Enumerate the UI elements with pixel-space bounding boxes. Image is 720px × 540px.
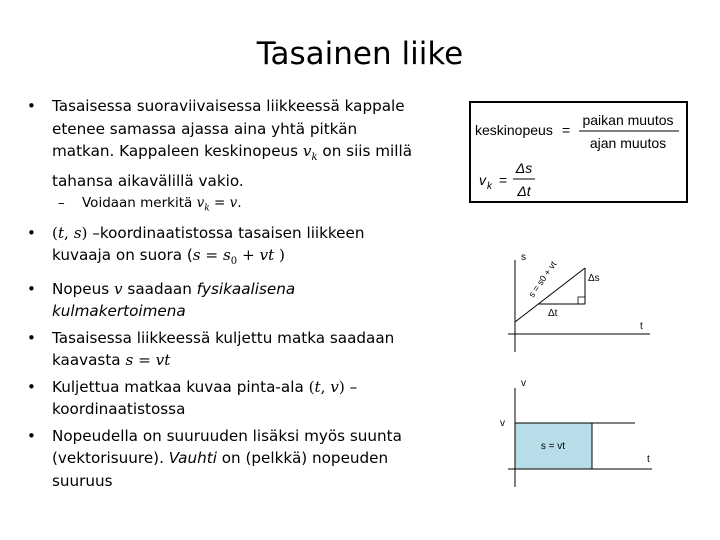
math-v: v bbox=[302, 142, 312, 160]
bullet-dot: • bbox=[27, 377, 36, 396]
math-s: s bbox=[222, 246, 231, 265]
text-span: – bbox=[344, 377, 358, 396]
bullet-line bbox=[52, 278, 454, 301]
text-span: matkan. Kappaleen keskinopeus bbox=[52, 142, 303, 160]
x-axis-label: t bbox=[640, 321, 643, 332]
line-label: s = s0 + vt bbox=[526, 259, 559, 300]
delta-s-label: Δs bbox=[588, 273, 600, 284]
bullet-line: suuruus bbox=[52, 471, 113, 490]
math-paren: ( bbox=[308, 377, 315, 396]
st-graph bbox=[490, 250, 660, 360]
formula-denominator: ajan muutos bbox=[589, 135, 667, 151]
formula-lhs: keskinopeus bbox=[475, 122, 553, 138]
slide-title: Tasainen liike bbox=[256, 36, 464, 72]
math-subscript-0: 0 bbox=[230, 256, 238, 268]
formula-eq2: = bbox=[499, 172, 508, 188]
bullet-line: Tasaisessa liikkeessä kuljettu matka saadaan bbox=[52, 328, 395, 347]
bullet-dot: • bbox=[27, 223, 36, 242]
bullet-item bbox=[24, 95, 454, 192]
bullet-dot: • bbox=[27, 328, 36, 347]
math-v: v bbox=[114, 279, 123, 298]
bullet-item bbox=[24, 278, 454, 323]
bullet-list bbox=[24, 95, 454, 492]
bullet-item bbox=[24, 425, 454, 493]
bullet-line: koordinaatistossa bbox=[52, 400, 186, 419]
math-paren: ) bbox=[274, 246, 285, 265]
math-paren: ) bbox=[81, 223, 88, 242]
bullet-line bbox=[52, 349, 454, 372]
math-t: t bbox=[314, 377, 321, 396]
math-v: v bbox=[229, 195, 238, 212]
text-span: Kuljettua matkaa kuvaa pinta-ala bbox=[52, 377, 309, 396]
text-span: saadaan bbox=[122, 279, 197, 298]
math-s: s bbox=[125, 351, 134, 370]
math-plus: + bbox=[237, 246, 260, 265]
sub-bullet-dash: – bbox=[58, 195, 65, 212]
bullet-dot: • bbox=[27, 97, 36, 115]
vt-graph bbox=[490, 374, 660, 494]
bullet-line bbox=[52, 140, 454, 170]
x-axis-label: t bbox=[647, 454, 650, 465]
text-span: on (pelkkä) nopeuden bbox=[216, 449, 389, 468]
math-eq: = bbox=[200, 246, 223, 265]
bullet-line bbox=[52, 447, 454, 470]
math-eq: = bbox=[209, 195, 230, 212]
text-span: (vektorisuure). bbox=[52, 449, 169, 468]
math-subscript-k: k bbox=[204, 203, 210, 214]
math-s: s bbox=[73, 223, 82, 242]
text-span: kaavasta bbox=[52, 351, 126, 370]
delta-t-label: Δt bbox=[548, 308, 558, 319]
text-span: on siis millä bbox=[317, 142, 413, 160]
bullet-line bbox=[52, 244, 454, 274]
math-vt: vt bbox=[259, 246, 275, 265]
math-comma: , bbox=[320, 377, 331, 396]
formula-box bbox=[469, 101, 688, 203]
bullet-line: Tasaisessa suoraviivaisessa liikkeessä kappale bbox=[52, 97, 405, 115]
formula-numerator: paikan muutos bbox=[582, 112, 674, 128]
math-t: t bbox=[57, 223, 65, 242]
bullet-dot: • bbox=[27, 426, 36, 445]
math-dot: . bbox=[237, 195, 242, 212]
math-v: v bbox=[196, 195, 205, 212]
formula-v: v bbox=[479, 172, 486, 188]
bullet-line: Nopeudella on suuruuden lisäksi myös suunta bbox=[52, 426, 402, 445]
math-eq: = bbox=[133, 351, 156, 370]
text-span: kuvaaja on suora ( bbox=[52, 246, 193, 265]
bullet-line bbox=[52, 300, 454, 323]
bullet-item bbox=[24, 327, 454, 372]
y-axis-label: v bbox=[521, 378, 526, 389]
math-paren: ( bbox=[52, 223, 58, 242]
formula-svg bbox=[471, 103, 686, 201]
math-paren: ) bbox=[338, 377, 345, 396]
bullet-dot: • bbox=[27, 279, 36, 298]
v-tick-label: v bbox=[500, 418, 505, 429]
math-v: v bbox=[330, 377, 339, 396]
y-axis-label: s bbox=[521, 252, 526, 263]
formula-eq: = bbox=[562, 122, 571, 138]
bullet-line bbox=[52, 376, 454, 399]
bullet-line bbox=[52, 222, 454, 245]
formula-num2: Δs bbox=[515, 160, 533, 176]
math-vt: vt bbox=[155, 351, 171, 370]
formula-k: k bbox=[487, 181, 492, 192]
math-comma: , bbox=[64, 223, 74, 242]
text-span: Voidaan merkitä bbox=[82, 195, 197, 212]
right-angle-marker bbox=[578, 297, 585, 304]
math-s: s bbox=[192, 246, 201, 265]
italic-text: fysikaalisena bbox=[196, 279, 296, 298]
bullet-item bbox=[24, 376, 454, 421]
sub-bullet-item bbox=[24, 192, 454, 220]
italic-text: Vauhti bbox=[168, 449, 217, 468]
bullet-line: etenee samassa ajassa aina yhtä pitkän bbox=[52, 119, 358, 138]
formula-den2: Δt bbox=[517, 183, 531, 199]
italic-text: kulmakertoimena bbox=[52, 302, 186, 321]
math-subscript-k: k bbox=[311, 152, 318, 164]
area-label: s = vt bbox=[540, 441, 566, 452]
text-span: Nopeus bbox=[52, 279, 115, 298]
bullet-item bbox=[24, 222, 454, 274]
bullet-line: tahansa aikavälillä vakio. bbox=[52, 171, 244, 190]
text-span: –koordinaatistossa tasaisen liikkeen bbox=[87, 223, 365, 242]
